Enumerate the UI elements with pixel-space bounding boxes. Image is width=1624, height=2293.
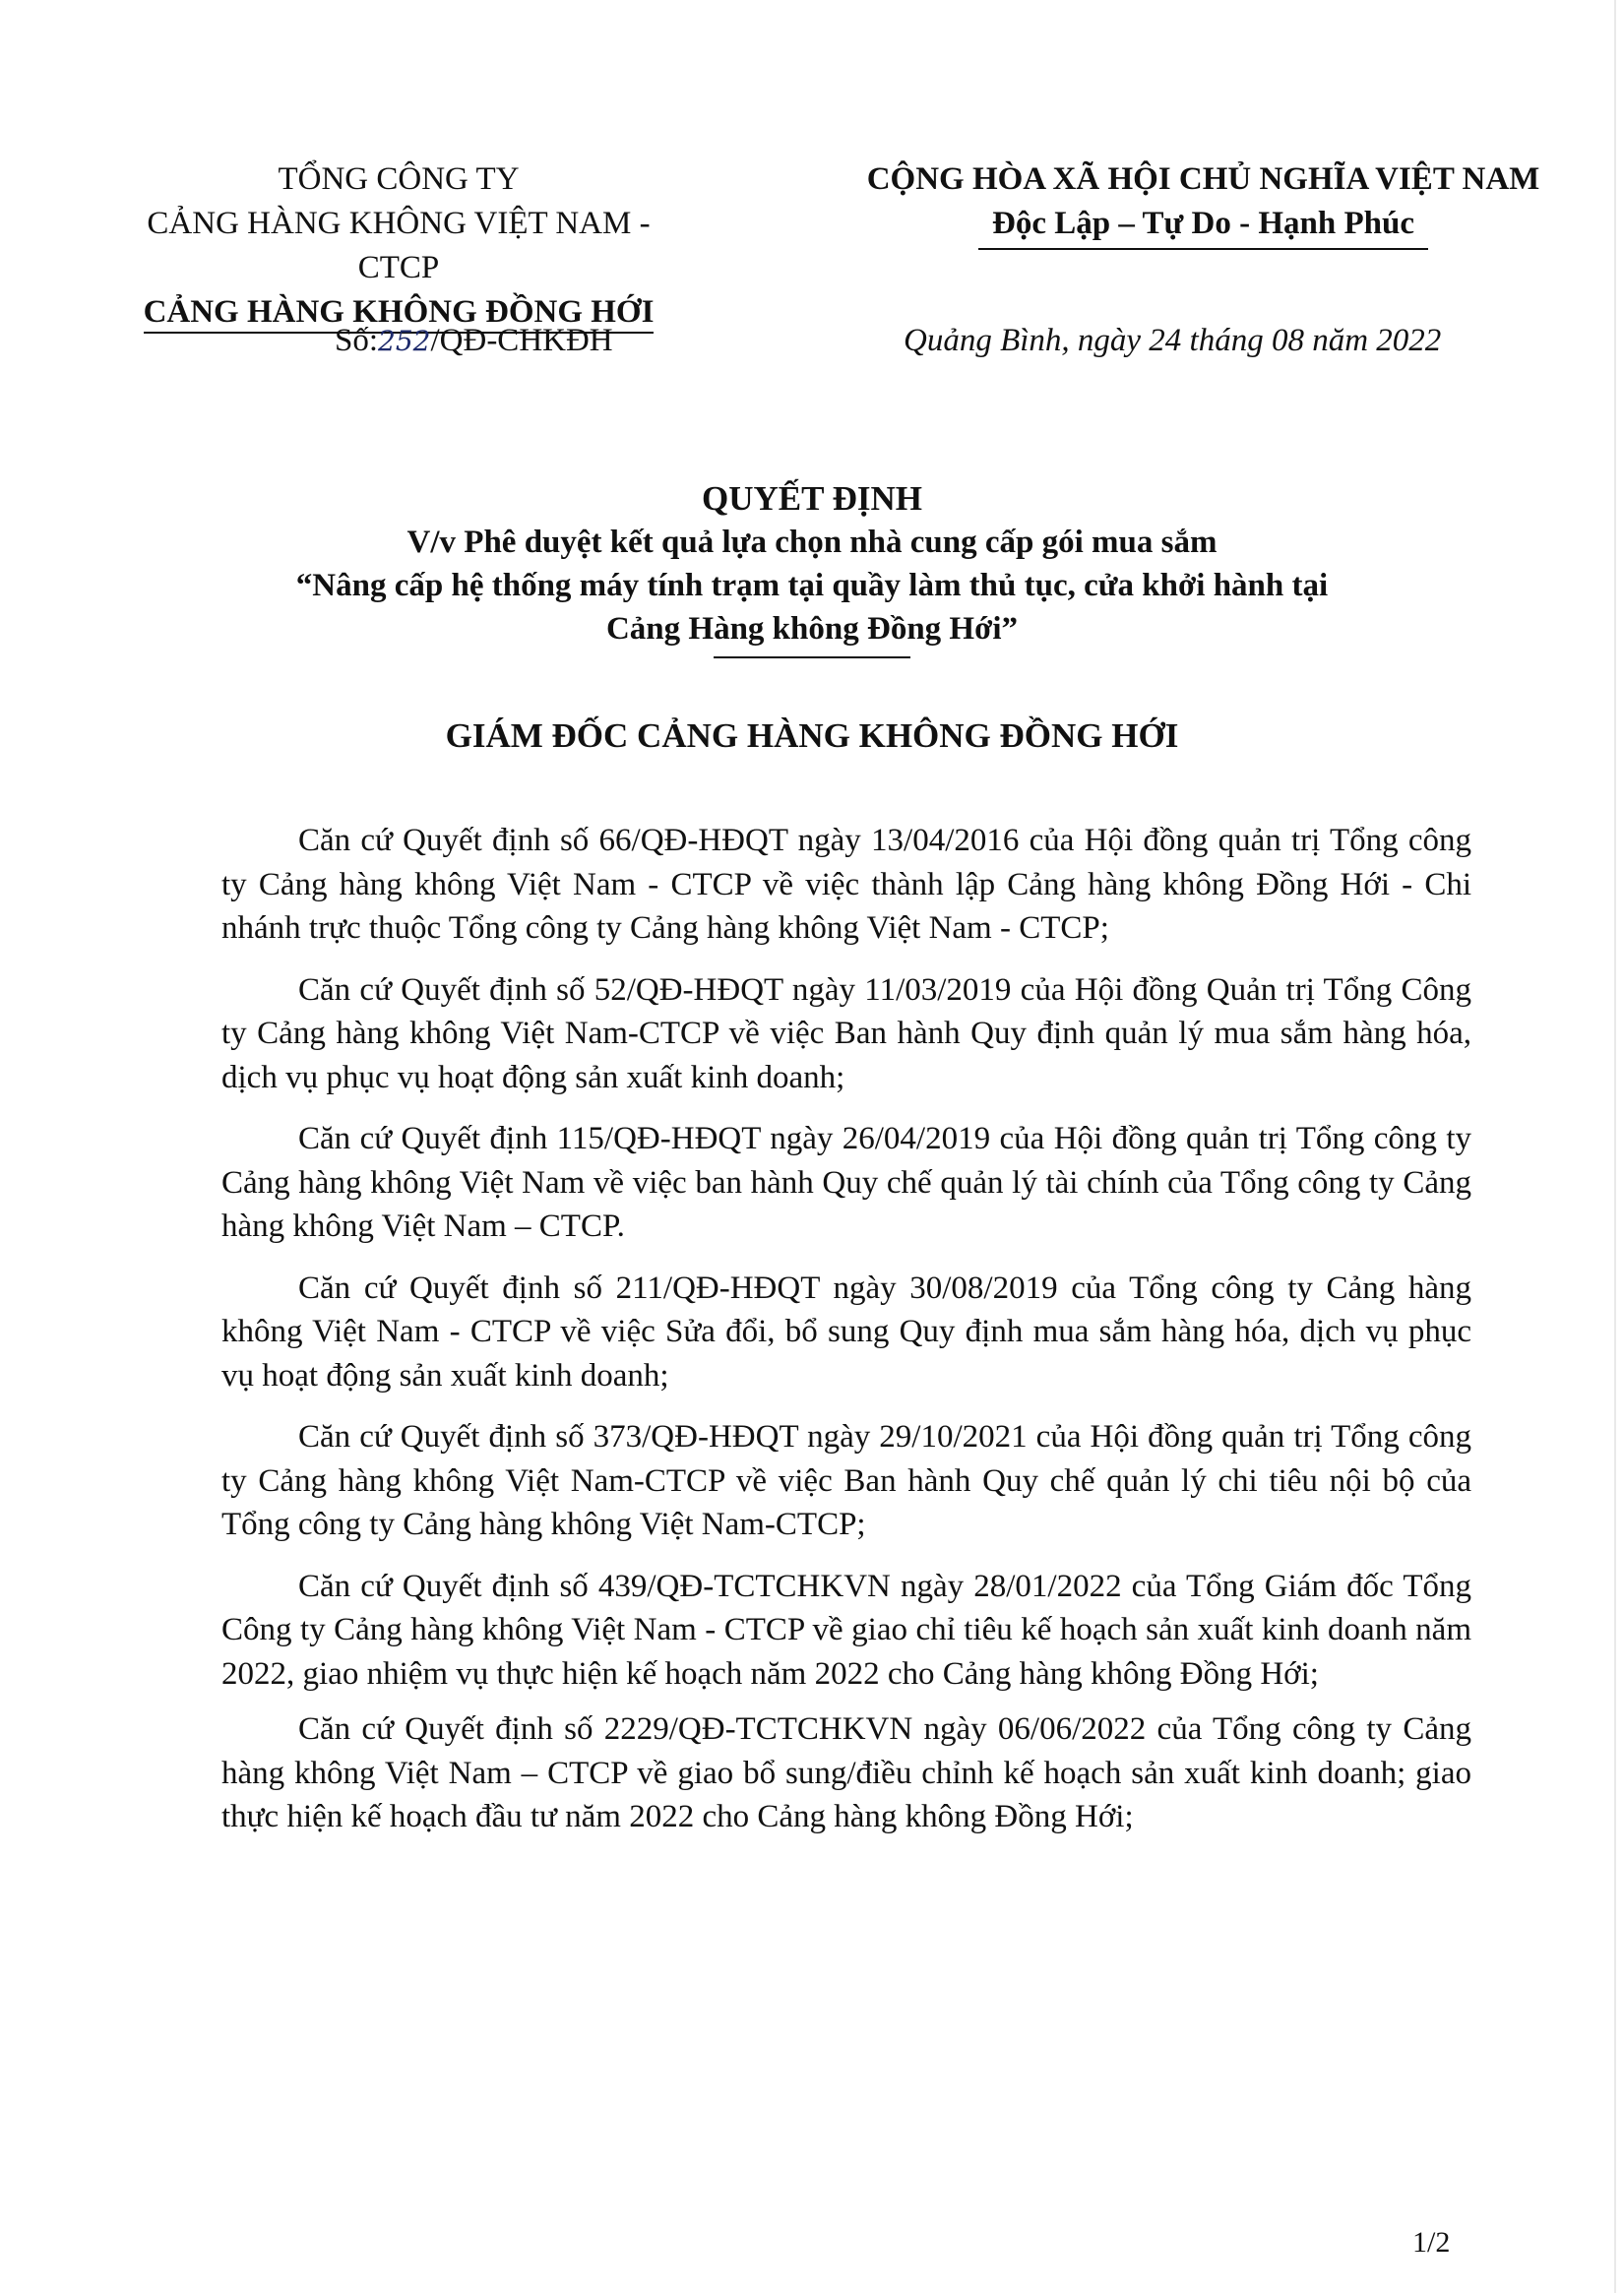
legal-basis-paragraph: Căn cứ Quyết định số 66/QĐ-HĐQT ngày 13/04/2016 của Hội đồng quản trị Tổng công ty Cảng hàng không Việt Nam - CTCP về việc thành lập Cảng hàng không Đồng Hới - Chi nhánh trực thuộc Tổng công ty Cảng hàng không Việt Nam - CTCP; xyxy=(221,823,1471,946)
page-number: 1/2 xyxy=(1412,2226,1451,2259)
legal-basis-paragraph: Căn cứ Quyết định số 211/QĐ-HĐQT ngày 30/08/2019 của Tổng công ty Cảng hàng không Việt Nam - CTCP về việc Sửa đổi, bổ sung Quy định mua sắm hàng hóa, dịch vụ phục vụ hoạt động sản xuất kinh doanh; xyxy=(221,1270,1471,1394)
decision-title-block xyxy=(148,477,1476,658)
issuer-parent-line2: CẢNG HÀNG KHÔNG VIỆT NAM - CTCP xyxy=(147,206,651,285)
decision-subject-line2: “Nâng cấp hệ thống máy tính trạm tại quầy làm thủ tục, cửa khởi hành tại xyxy=(295,568,1329,603)
issuer-parent-line1: TỔNG CÔNG TY xyxy=(278,161,520,197)
place-date-line: Quảng Bình, ngày 24 tháng 08 năm 2022 xyxy=(904,323,1442,358)
document-number-prefix: Số: xyxy=(335,323,379,358)
legal-basis-paragraph: Căn cứ Quyết định số 373/QĐ-HĐQT ngày 29/10/2021 của Hội đồng quản trị Tổng công ty Cảng hàng không Việt Nam-CTCP về việc Ban hành Quy chế quản lý chi tiêu nội bộ của Tổng công ty Cảng hàng không Việt Nam-CTCP; xyxy=(221,1419,1471,1542)
decision-title: QUYẾT ĐỊNH xyxy=(702,479,922,518)
legal-basis-paragraph: Căn cứ Quyết định số 52/QĐ-HĐQT ngày 11/03/2019 của Hội đồng Quản trị Tổng Công ty Cảng hàng không Việt Nam-CTCP về việc Ban hành Quy định quản lý mua sắm hàng hóa, dịch vụ phục vụ hoạt động sản xuất kinh doanh; xyxy=(221,971,1471,1095)
issuing-authority: GIÁM ĐỐC CẢNG HÀNG KHÔNG ĐỒNG HỚI xyxy=(445,716,1179,755)
national-title: CỘNG HÒA XÃ HỘI CHỦ NGHĨA VIỆT NAM xyxy=(866,161,1540,197)
national-header xyxy=(842,157,1565,250)
legal-basis-section xyxy=(221,819,1471,1851)
document-number-handwritten: 252 xyxy=(378,325,431,357)
legal-basis-paragraph: Căn cứ Quyết định 115/QĐ-HĐQT ngày 26/04/2019 của Hội đồng quản trị Tổng công ty Cảng hàng không Việt Nam về việc ban hành Quy chế quản lý tài chính của Tổng công ty Cảng hàng không Việt Nam – CTCP. xyxy=(221,1121,1471,1244)
legal-basis-paragraph: Căn cứ Quyết định số 439/QĐ-TCTCHKVN ngày 28/01/2022 của Tổng Giám đốc Tổng Công ty Cảng hàng không Việt Nam - CTCP về giao chỉ tiêu kế hoạch sản xuất kinh doanh năm 2022, giao nhiệm vụ thực hiện kế hoạch năm 2022 cho Cảng hàng không Đồng Hới; xyxy=(221,1568,1471,1692)
document-number xyxy=(335,323,613,359)
scan-edge-line xyxy=(1614,0,1616,2293)
issuer-header xyxy=(118,157,679,335)
decision-subject-line3: Cảng Hàng không Đồng Hới” xyxy=(605,611,1019,647)
national-motto: Độc Lập – Tự Do - Hạnh Phúc xyxy=(978,203,1428,250)
issuer-name: CẢNG HÀNG KHÔNG ĐỒNG HỚI xyxy=(144,292,655,334)
document-number-suffix: /QĐ-CHKĐH xyxy=(430,323,613,358)
title-divider xyxy=(714,656,910,658)
decision-subject-line1: V/v Phê duyệt kết quả lựa chọn nhà cung cấp gói mua sắm xyxy=(406,525,1218,560)
legal-basis-paragraph: Căn cứ Quyết định số 2229/QĐ-TCTCHKVN ngày 06/06/2022 của Tổng công ty Cảng hàng không Việt Nam – CTCP về giao bổ sung/điều chỉnh kế hoạch sản xuất kinh doanh; giao thực hiện kế hoạch đầu tư năm 2022 cho Cảng hàng không Đồng Hới; xyxy=(221,1711,1471,1834)
